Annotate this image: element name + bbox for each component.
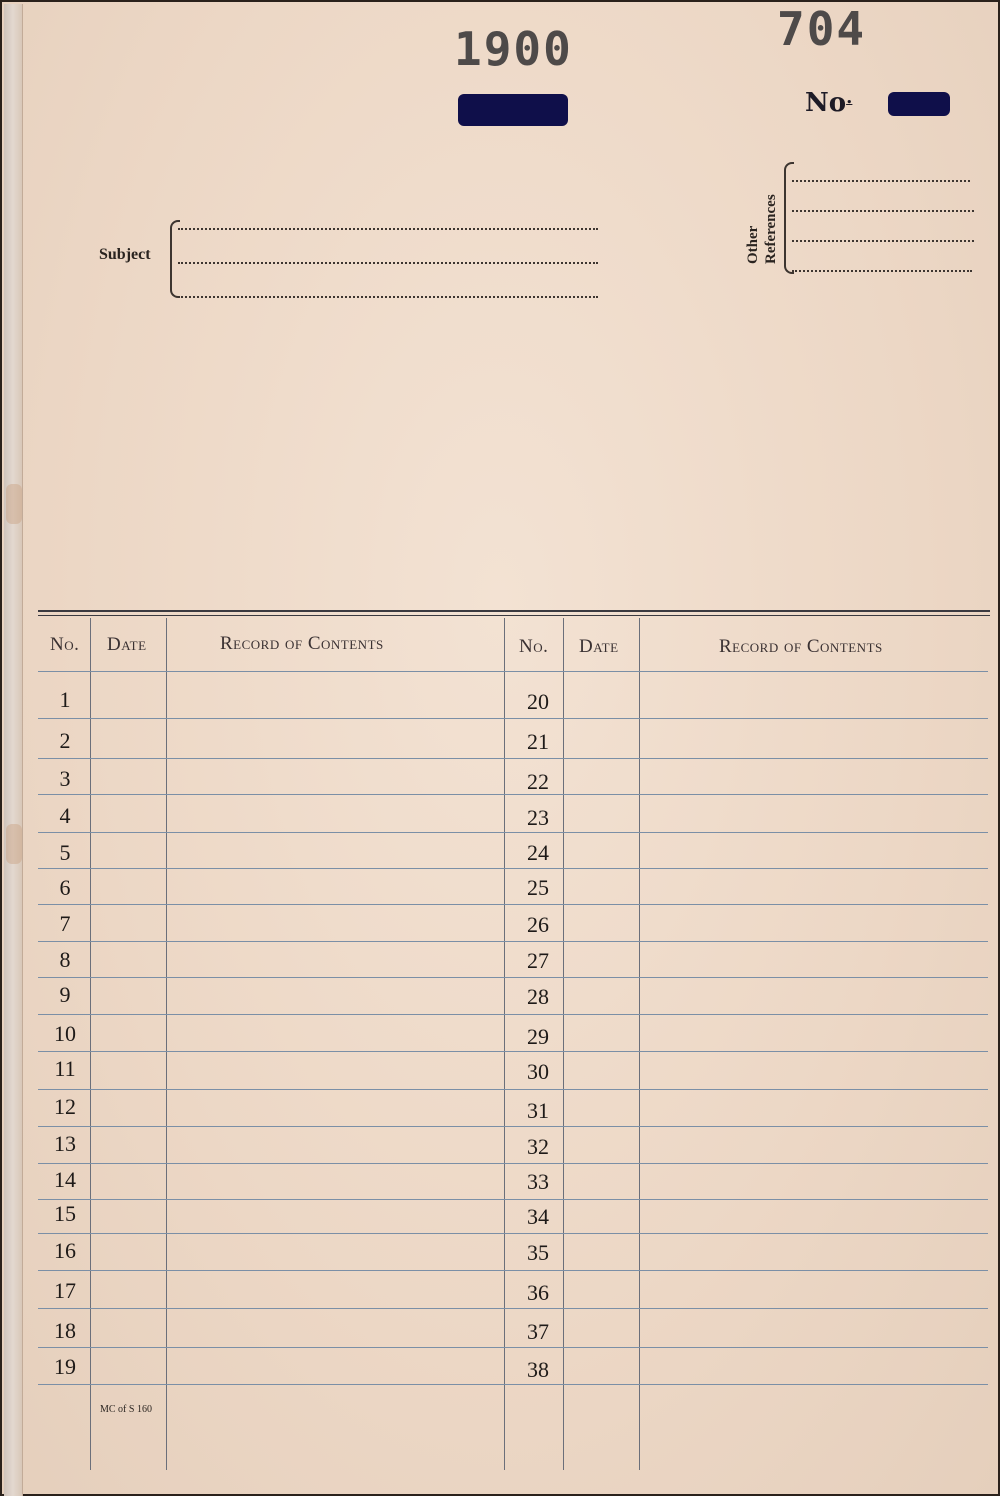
reference-line-3[interactable] xyxy=(792,240,974,242)
row-number-right: 32 xyxy=(527,1134,549,1159)
row-number-left: 17 xyxy=(54,1278,76,1303)
header-date-right: Date xyxy=(579,636,619,657)
row-number-left: 8 xyxy=(59,947,71,972)
header-no-left: No. xyxy=(50,634,80,655)
row-number-right: 23 xyxy=(527,805,549,830)
row-rule xyxy=(38,977,988,978)
row-rule xyxy=(38,904,988,905)
row-number-right: 35 xyxy=(527,1240,549,1265)
row-rule xyxy=(38,941,988,942)
row-number-left: 2 xyxy=(59,728,71,753)
row-number-left: 18 xyxy=(54,1318,76,1343)
row-number-left: 16 xyxy=(54,1238,76,1263)
row-number-right: 37 xyxy=(527,1319,549,1344)
row-number-left: 14 xyxy=(54,1167,76,1192)
row-number-right: 30 xyxy=(527,1059,549,1084)
binding-spine xyxy=(4,4,23,1496)
table-top-rule-inner xyxy=(38,615,990,616)
row-number-right: 27 xyxy=(527,948,549,973)
row-number-right: 24 xyxy=(527,840,549,865)
header-record-right: Record of Contents xyxy=(719,636,883,657)
col-sep-3 xyxy=(504,618,505,1470)
file-number-stamp: 704 xyxy=(777,2,867,56)
row-number-left: 7 xyxy=(59,911,71,936)
row-number-right: 25 xyxy=(527,875,549,900)
header-underline xyxy=(38,671,988,672)
reference-line-1[interactable] xyxy=(792,180,970,182)
row-rule xyxy=(38,1384,988,1385)
row-rule xyxy=(38,758,988,759)
row-number-right: 36 xyxy=(527,1280,549,1305)
row-number-right: 26 xyxy=(527,912,549,937)
row-number-left: 5 xyxy=(59,840,71,865)
row-number-left: 6 xyxy=(59,875,71,900)
row-rule xyxy=(38,1163,988,1164)
row-number-left: 19 xyxy=(54,1354,76,1379)
header-no-right: No. xyxy=(519,636,549,657)
row-number-right: 29 xyxy=(527,1024,549,1049)
subject-label: Subject xyxy=(99,246,151,263)
row-number-right: 33 xyxy=(527,1169,549,1194)
row-number-left: 12 xyxy=(54,1094,76,1119)
row-number-right: 34 xyxy=(527,1204,549,1229)
row-number-right: 20 xyxy=(527,689,549,714)
year-stamp: 1900 xyxy=(454,22,573,76)
col-sep-4 xyxy=(563,618,564,1470)
subject-line-3[interactable] xyxy=(178,296,598,298)
row-rule xyxy=(38,1126,988,1127)
form-code: MC of S 160 xyxy=(100,1404,152,1415)
subject-line-2[interactable] xyxy=(178,262,598,264)
row-rule xyxy=(38,1308,988,1309)
row-rule xyxy=(38,1089,988,1090)
row-number-left: 15 xyxy=(54,1201,76,1226)
row-number-left: 3 xyxy=(59,766,71,791)
row-number-right: 28 xyxy=(527,984,549,1009)
references-brace xyxy=(784,162,794,274)
row-rule xyxy=(38,1014,988,1015)
redacted-year xyxy=(458,94,568,126)
row-number-left: 9 xyxy=(59,982,71,1007)
row-rule xyxy=(38,1347,988,1348)
row-number-left: 4 xyxy=(59,803,71,828)
subject-brace xyxy=(170,220,180,298)
reference-line-4[interactable] xyxy=(792,270,972,272)
row-rule xyxy=(38,868,988,869)
row-rule xyxy=(38,1051,988,1052)
header-date-left: Date xyxy=(107,634,147,655)
row-number-right: 38 xyxy=(527,1357,549,1382)
row-rule xyxy=(38,832,988,833)
redacted-number xyxy=(888,92,950,116)
row-number-right: 31 xyxy=(527,1098,549,1123)
number-label: No. xyxy=(805,87,853,118)
row-number-left: 13 xyxy=(54,1131,76,1156)
row-number-right: 22 xyxy=(527,769,549,794)
row-rule xyxy=(38,1199,988,1200)
table-top-rule xyxy=(38,610,990,612)
header-record-left: Record of Contents xyxy=(220,633,384,654)
col-sep-5 xyxy=(639,618,640,1470)
reference-line-2[interactable] xyxy=(792,210,974,212)
row-number-right: 21 xyxy=(527,729,549,754)
col-sep-2 xyxy=(166,618,167,1470)
other-references-label: Other References xyxy=(745,194,779,264)
row-rule xyxy=(38,1270,988,1271)
col-sep-1 xyxy=(90,618,91,1470)
row-number-left: 11 xyxy=(54,1056,76,1081)
row-number-left: 10 xyxy=(54,1021,76,1046)
row-number-left: 1 xyxy=(59,687,71,712)
subject-line-1[interactable] xyxy=(178,228,598,230)
row-rule xyxy=(38,718,988,719)
row-rule xyxy=(38,1233,988,1234)
